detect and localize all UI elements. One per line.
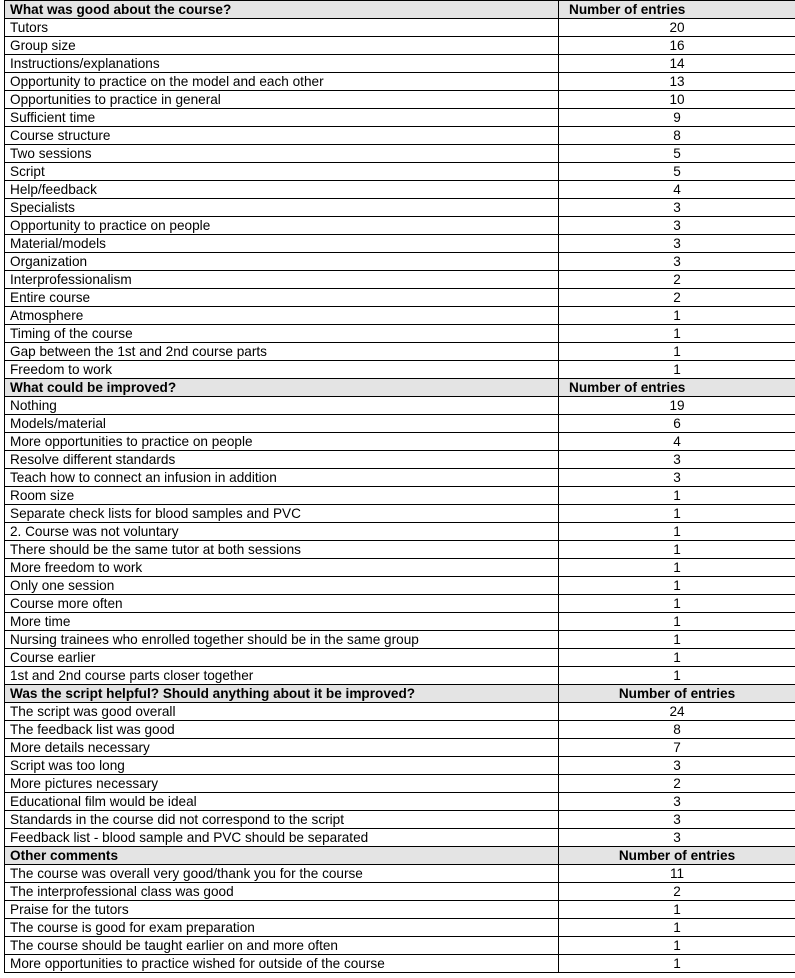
entry-count: 1 <box>559 631 795 649</box>
entry-count: 3 <box>559 793 795 811</box>
entry-count: 6 <box>559 415 795 433</box>
table-body <box>5 1 795 973</box>
table-row <box>5 73 795 91</box>
entry-count: 1 <box>559 955 795 973</box>
response-label: Two sessions <box>5 145 559 163</box>
response-label: Specialists <box>5 199 559 217</box>
response-label: Opportunities to practice in general <box>5 91 559 109</box>
response-label: Organization <box>5 253 559 271</box>
response-label: Educational film would be ideal <box>5 793 559 811</box>
response-label: The course was overall very good/thank you for the course <box>5 865 559 883</box>
response-label: Opportunity to practice on people <box>5 217 559 235</box>
response-label: Nothing <box>5 397 559 415</box>
table-row <box>5 415 795 433</box>
response-label: More freedom to work <box>5 559 559 577</box>
table-row <box>5 523 795 541</box>
entry-count: 3 <box>559 451 795 469</box>
entry-count: 1 <box>559 523 795 541</box>
entry-count: 1 <box>559 901 795 919</box>
entry-count: 9 <box>559 109 795 127</box>
entry-count: 1 <box>559 487 795 505</box>
section-question: Was the script helpful? Should anything about it be improved? <box>5 685 559 703</box>
response-label: Gap between the 1st and 2nd course parts <box>5 343 559 361</box>
table-row <box>5 235 795 253</box>
response-label: Instructions/explanations <box>5 55 559 73</box>
table-row <box>5 469 795 487</box>
entry-count: 13 <box>559 73 795 91</box>
response-label: More details necessary <box>5 739 559 757</box>
entry-count: 3 <box>559 199 795 217</box>
table-row <box>5 865 795 883</box>
entry-count: 2 <box>559 775 795 793</box>
entry-count: 5 <box>559 145 795 163</box>
entry-count: 1 <box>559 559 795 577</box>
response-label: The script was good overall <box>5 703 559 721</box>
table-row <box>5 91 795 109</box>
table-row <box>5 793 795 811</box>
entry-count: 1 <box>559 919 795 937</box>
table-row <box>5 253 795 271</box>
response-label: 1st and 2nd course parts closer together <box>5 667 559 685</box>
table-row <box>5 163 795 181</box>
entry-count: 3 <box>559 235 795 253</box>
table-row <box>5 919 795 937</box>
response-label: Separate check lists for blood samples and PVC <box>5 505 559 523</box>
count-column-header: Number of entries <box>559 1 795 19</box>
entry-count: 7 <box>559 739 795 757</box>
entry-count: 10 <box>559 91 795 109</box>
response-label: More opportunities to practice wished for outside of the course <box>5 955 559 973</box>
response-label: Sufficient time <box>5 109 559 127</box>
entry-count: 2 <box>559 271 795 289</box>
response-label: Script was too long <box>5 757 559 775</box>
table-row <box>5 649 795 667</box>
entry-count: 20 <box>559 19 795 37</box>
entry-count: 1 <box>559 667 795 685</box>
table-row <box>5 325 795 343</box>
entry-count: 2 <box>559 289 795 307</box>
table-row <box>5 775 795 793</box>
count-column-header: Number of entries <box>559 379 795 397</box>
response-label: Tutors <box>5 19 559 37</box>
entry-count: 14 <box>559 55 795 73</box>
entry-count: 5 <box>559 163 795 181</box>
section-question: What was good about the course? <box>5 1 559 19</box>
table-row <box>5 343 795 361</box>
table-row <box>5 397 795 415</box>
response-label: Standards in the course did not correspond to the script <box>5 811 559 829</box>
count-column-header: Number of entries <box>559 685 795 703</box>
table-row <box>5 271 795 289</box>
section-question: What could be improved? <box>5 379 559 397</box>
table-row <box>5 37 795 55</box>
section-header-row <box>5 685 795 703</box>
table-row <box>5 307 795 325</box>
response-label: The course is good for exam preparation <box>5 919 559 937</box>
response-label: Course earlier <box>5 649 559 667</box>
table-row <box>5 541 795 559</box>
count-column-header: Number of entries <box>559 847 795 865</box>
response-label: Interprofessionalism <box>5 271 559 289</box>
entry-count: 3 <box>559 757 795 775</box>
entry-count: 1 <box>559 343 795 361</box>
entry-count: 24 <box>559 703 795 721</box>
response-label: Material/models <box>5 235 559 253</box>
response-label: Resolve different standards <box>5 451 559 469</box>
table-row <box>5 829 795 847</box>
entry-count: 1 <box>559 649 795 667</box>
response-label: Nursing trainees who enrolled together should be in the same group <box>5 631 559 649</box>
entry-count: 16 <box>559 37 795 55</box>
response-label: Freedom to work <box>5 361 559 379</box>
table-row <box>5 109 795 127</box>
response-label: Room size <box>5 487 559 505</box>
response-label: Teach how to connect an infusion in addition <box>5 469 559 487</box>
table-row <box>5 703 795 721</box>
entry-count: 3 <box>559 829 795 847</box>
survey-results-table <box>4 0 795 973</box>
response-label: The interprofessional class was good <box>5 883 559 901</box>
table-row <box>5 127 795 145</box>
response-label: Help/feedback <box>5 181 559 199</box>
response-label: The feedback list was good <box>5 721 559 739</box>
entry-count: 8 <box>559 721 795 739</box>
table-row <box>5 757 795 775</box>
response-label: Atmosphere <box>5 307 559 325</box>
table-row <box>5 361 795 379</box>
table-row <box>5 883 795 901</box>
entry-count: 1 <box>559 595 795 613</box>
table-row <box>5 145 795 163</box>
table-row <box>5 937 795 955</box>
table-row <box>5 631 795 649</box>
table-row <box>5 955 795 973</box>
response-label: Script <box>5 163 559 181</box>
entry-count: 3 <box>559 217 795 235</box>
table-row <box>5 55 795 73</box>
section-header-row <box>5 1 795 19</box>
response-label: Opportunity to practice on the model and each other <box>5 73 559 91</box>
table-row <box>5 181 795 199</box>
table-row <box>5 289 795 307</box>
entry-count: 1 <box>559 937 795 955</box>
response-label: There should be the same tutor at both sessions <box>5 541 559 559</box>
table-row <box>5 811 795 829</box>
table-row <box>5 613 795 631</box>
table-row <box>5 595 795 613</box>
response-label: Only one session <box>5 577 559 595</box>
section-header-row <box>5 847 795 865</box>
response-label: More time <box>5 613 559 631</box>
entry-count: 1 <box>559 613 795 631</box>
entry-count: 11 <box>559 865 795 883</box>
entry-count: 1 <box>559 577 795 595</box>
response-label: Models/material <box>5 415 559 433</box>
response-label: Group size <box>5 37 559 55</box>
entry-count: 1 <box>559 505 795 523</box>
table-row <box>5 217 795 235</box>
entry-count: 4 <box>559 433 795 451</box>
table-row <box>5 19 795 37</box>
entry-count: 1 <box>559 325 795 343</box>
table-row <box>5 487 795 505</box>
response-label: Feedback list - blood sample and PVC should be separated <box>5 829 559 847</box>
response-label: Praise for the tutors <box>5 901 559 919</box>
response-label: Course more often <box>5 595 559 613</box>
table-row <box>5 433 795 451</box>
response-label: The course should be taught earlier on and more often <box>5 937 559 955</box>
response-label: More opportunities to practice on people <box>5 433 559 451</box>
table-row <box>5 559 795 577</box>
section-question: Other comments <box>5 847 559 865</box>
entry-count: 8 <box>559 127 795 145</box>
entry-count: 3 <box>559 253 795 271</box>
response-label: Entire course <box>5 289 559 307</box>
entry-count: 1 <box>559 541 795 559</box>
table-row <box>5 577 795 595</box>
response-label: 2. Course was not voluntary <box>5 523 559 541</box>
response-label: Timing of the course <box>5 325 559 343</box>
table-row <box>5 721 795 739</box>
table-row <box>5 739 795 757</box>
table-row <box>5 505 795 523</box>
entry-count: 1 <box>559 307 795 325</box>
response-label: More pictures necessary <box>5 775 559 793</box>
entry-count: 2 <box>559 883 795 901</box>
entry-count: 3 <box>559 811 795 829</box>
section-header-row <box>5 379 795 397</box>
table-row <box>5 667 795 685</box>
table-row <box>5 199 795 217</box>
table-row <box>5 451 795 469</box>
entry-count: 4 <box>559 181 795 199</box>
entry-count: 19 <box>559 397 795 415</box>
response-label: Course structure <box>5 127 559 145</box>
entry-count: 1 <box>559 361 795 379</box>
table-row <box>5 901 795 919</box>
entry-count: 3 <box>559 469 795 487</box>
